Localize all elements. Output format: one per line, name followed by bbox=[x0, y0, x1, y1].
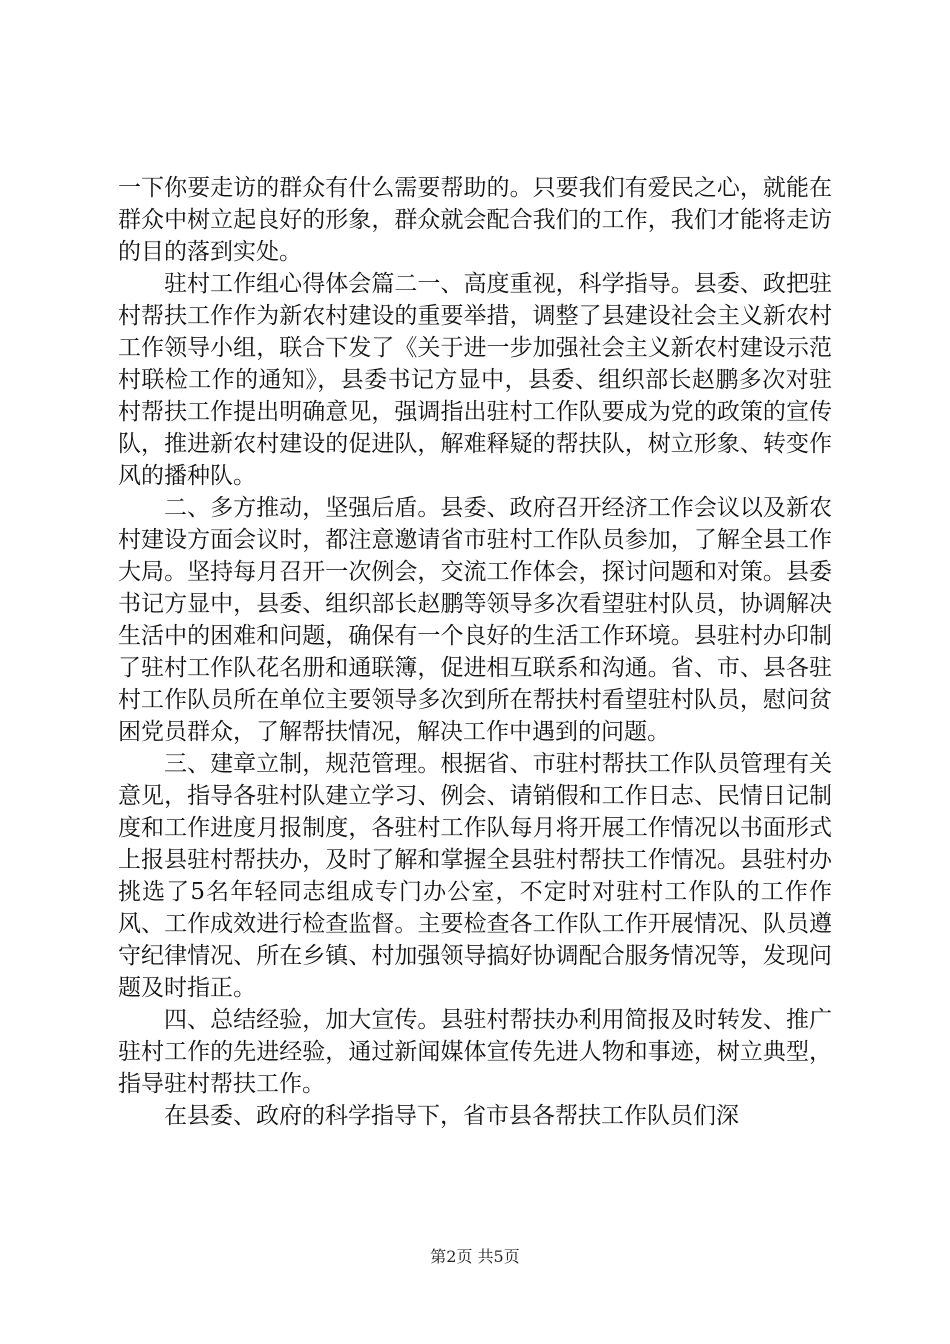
paragraph-continuation: 一下你要走访的群众有什么需要帮助的。只要我们有爱民之心，就能在群众中树立起良好的形象，群众就会配合我们的工作，我们才能将走访的目的落到实处。 bbox=[118, 175, 832, 265]
paragraph-support: 二、多方推动，坚强后盾。县委、政府召开经济工作会议以及新农村建设方面会议时，都注意邀请省市驻村工作队员参加，了解全县工作大局。坚持每月召开一次例会，交流工作体会，探讨问题和对策。县委书记方显中，县委、组织部长赵鹏等领导多次看望驻村队员，协调解决生活中的困难和问题，确保有一个良好的生活工作环境。县驻村办印制了驻村工作队花名册和通联簿，促进相互联系和沟通。省、市、县各驻村工作队员所在单位主要领导多次到所在帮扶村看望驻村队员，慰问贫困党员群众，了解帮扶情况，解决工作中遇到的问题。 bbox=[118, 495, 832, 745]
document-body bbox=[118, 172, 832, 1132]
paragraph-management: 三、建章立制，规范管理。根据省、市驻村帮扶工作队员管理有关意见，指导各驻村队建立学习、例会、请销假和工作日志、民情日记制度和工作进度月报制度，各驻村工作队每月将开展工作情况以书面形式上报县驻村帮扶办，及时了解和掌握全县驻村帮扶工作情况。县驻村办挑选了5名年轻同志组成专门办公室，不定时对驻村工作队的工作作风、工作成效进行检查监督。主要检查各工作队工作开展情况、队员遵守纪律情况、所在乡镇、村加强领导搞好协调配合服务情况等，发现问题及时指正。 bbox=[118, 751, 832, 1001]
paragraph-publicity: 四、总结经验，加大宣传。县驻村帮扶办利用简报及时转发、推广驻村工作的先进经验，通过新闻媒体宣传先进人物和事迹，树立典型，指导驻村帮扶工作。 bbox=[118, 1007, 832, 1097]
paragraph-part-two: 驻村工作组心得体会篇二一、高度重视，科学指导。县委、政把驻村帮扶工作作为新农村建设的重要举措，调整了县建设社会主义新农村工作领导小组，联合下发了《关于进一步加强社会主义新农村建设示范村联检工作的通知》，县委书记方显中，县委、组织部长赵鹏多次对驻村帮扶工作提出明确意见，强调指出驻村工作队要成为党的政策的宣传队，推进新农村建设的促进队，解难释疑的帮扶队，树立形象、转变作风的播种队。 bbox=[118, 271, 832, 489]
paragraph-closing: 在县委、政府的科学指导下，省市县各帮扶工作队员们深 bbox=[164, 1103, 739, 1129]
page-number-footer: 第2页 共5页 bbox=[430, 1247, 520, 1266]
